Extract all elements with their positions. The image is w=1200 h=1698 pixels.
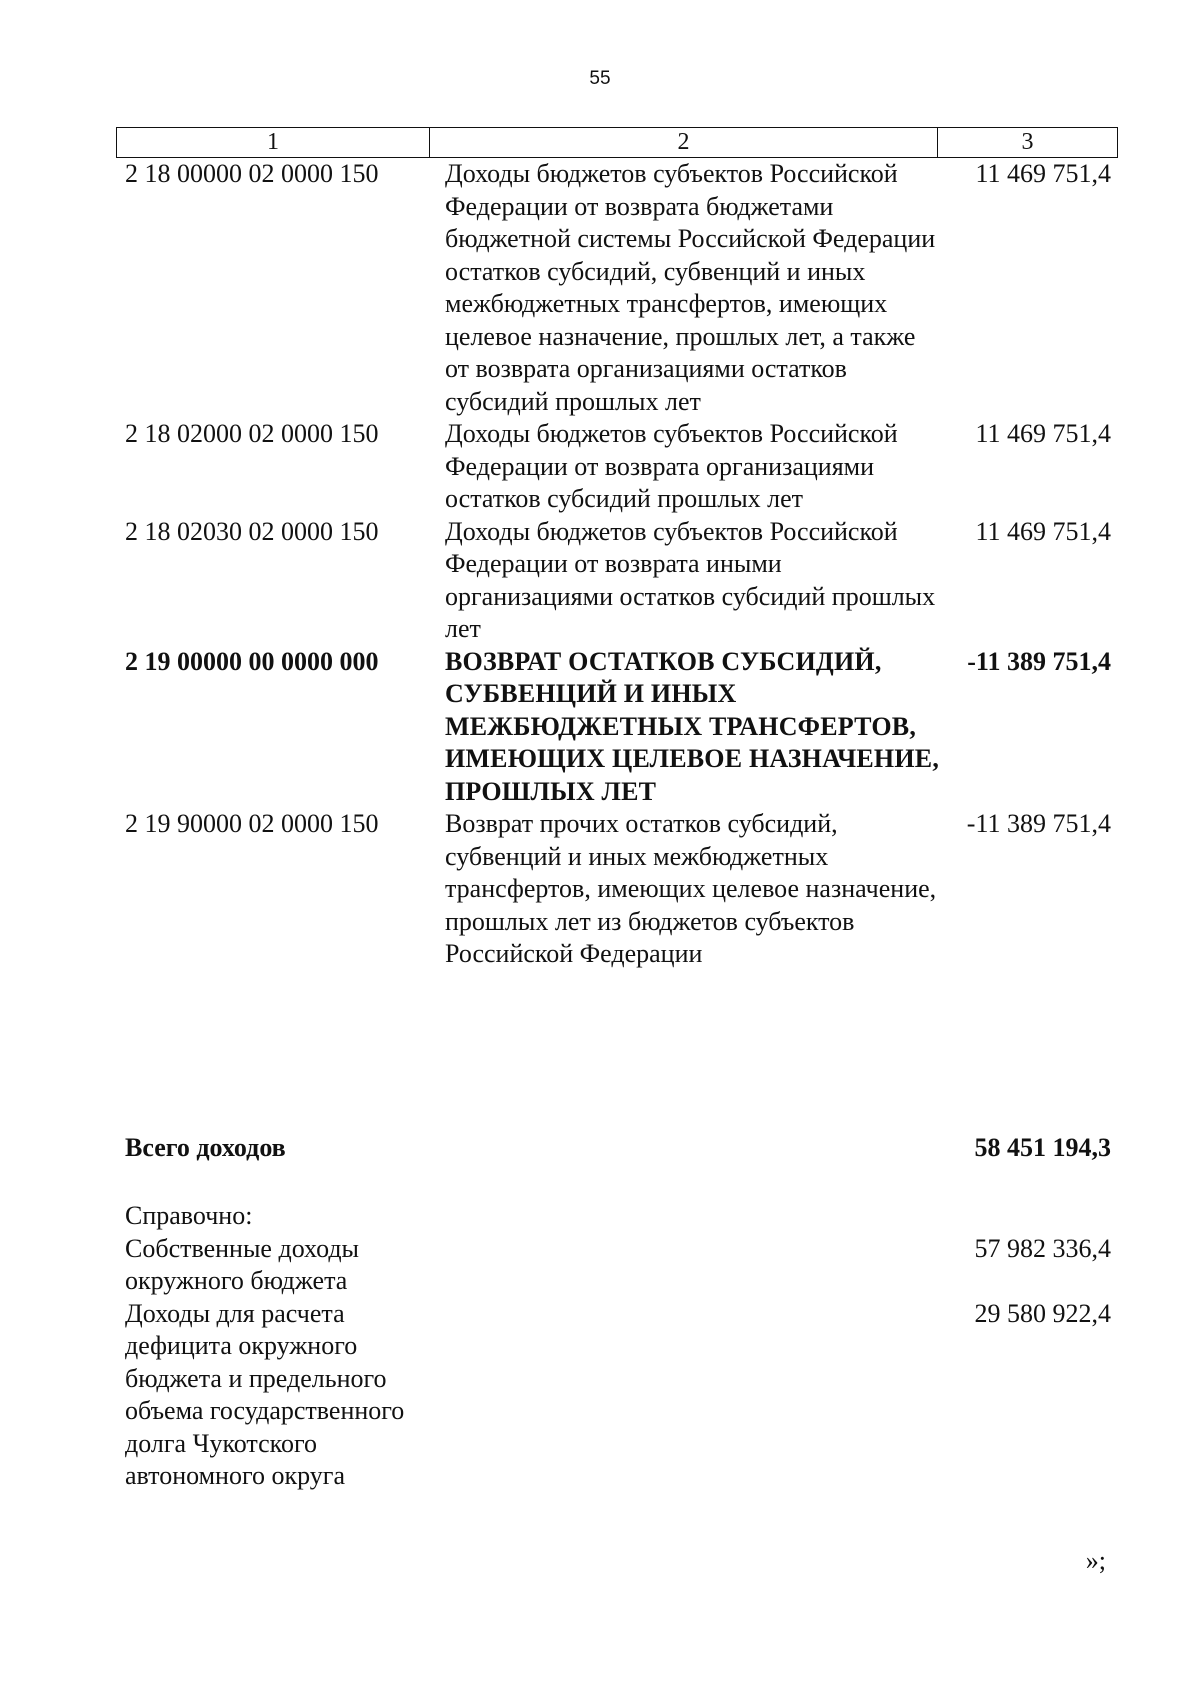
- total-amount: 58 451 194,3: [974, 1133, 1111, 1162]
- total-label: Всего доходов: [125, 1133, 286, 1162]
- closing-quote-mark: »;: [1085, 1546, 1106, 1575]
- reference-item: [125, 1233, 1111, 1298]
- row-amount: 11 469 751,4: [975, 516, 1111, 546]
- row-description: Доходы бюджетов субъектов Российской Федерации от возврата бюджетами бюджетной системы Российской Федерации остатков субсидий, субвенций и иных межбюджетных трансфертов, имеющих целевое назначение, прошлых лет, а также от возврата организациями остатков субсидий прошлых лет: [445, 159, 936, 416]
- row-amount: -11 389 751,4: [967, 646, 1111, 676]
- reference-amount: 57 982 336,4: [974, 1233, 1111, 1263]
- row-amount: 11 469 751,4: [975, 159, 1111, 188]
- row-code: 2 18 02000 02 0000 150: [125, 419, 379, 448]
- row-description: ВОЗВРАТ ОСТАТКОВ СУБСИДИЙ, СУБВЕНЦИЙ И ИНЫХ МЕЖБЮДЖЕТНЫХ ТРАНСФЕРТОВ, ИМЕЮЩИХ ЦЕЛЕВОЕ НАЗНАЧЕНИЕ, ПРОШЛЫХ ЛЕТ: [445, 646, 940, 806]
- reference-amount: 29 580 922,4: [974, 1298, 1111, 1328]
- table-row: [116, 158, 1118, 418]
- row-code: 2 18 02030 02 0000 150: [125, 516, 379, 546]
- reference-section: [125, 1200, 1111, 1493]
- table-row-section-heading: [116, 646, 1118, 809]
- row-description: Возврат прочих остатков субсидий, субвенций и иных межбюджетных трансфертов, имеющих целевое назначение, прошлых лет из бюджетов субъектов Российской Федерации: [445, 809, 937, 968]
- reference-item: [125, 1298, 1111, 1493]
- table-header: [116, 127, 1118, 158]
- reference-label: Доходы для расчета дефицита окружного бюджета и предельного объема государственного долга Чукотского автономного округа: [125, 1298, 405, 1490]
- reference-label: Собственные доходы окружного бюджета: [125, 1233, 360, 1295]
- revenue-table: [116, 127, 1118, 971]
- header-col-1: 1: [117, 128, 430, 157]
- row-code: 2 19 00000 00 0000 000: [125, 646, 379, 676]
- reference-title: Справочно:: [125, 1201, 253, 1230]
- header-col-2: 2: [430, 128, 938, 157]
- table-row: [116, 808, 1118, 971]
- row-code: 2 18 00000 02 0000 150: [125, 159, 379, 188]
- row-description: Доходы бюджетов субъектов Российской Федерации от возврата иными организациями остатков субсидий прошлых лет: [445, 516, 936, 643]
- table-row: [116, 418, 1118, 516]
- page-number: 55: [589, 68, 611, 89]
- total-row: [125, 1132, 1111, 1165]
- row-code: 2 19 90000 02 0000 150: [125, 809, 379, 838]
- row-description: Доходы бюджетов субъектов Российской Федерации от возврата организациями остатков субсидий прошлых лет: [445, 419, 898, 513]
- header-col-3: 3: [1021, 129, 1034, 155]
- row-amount: 11 469 751,4: [975, 419, 1111, 448]
- row-amount: -11 389 751,4: [966, 809, 1111, 838]
- table-row: [116, 516, 1118, 646]
